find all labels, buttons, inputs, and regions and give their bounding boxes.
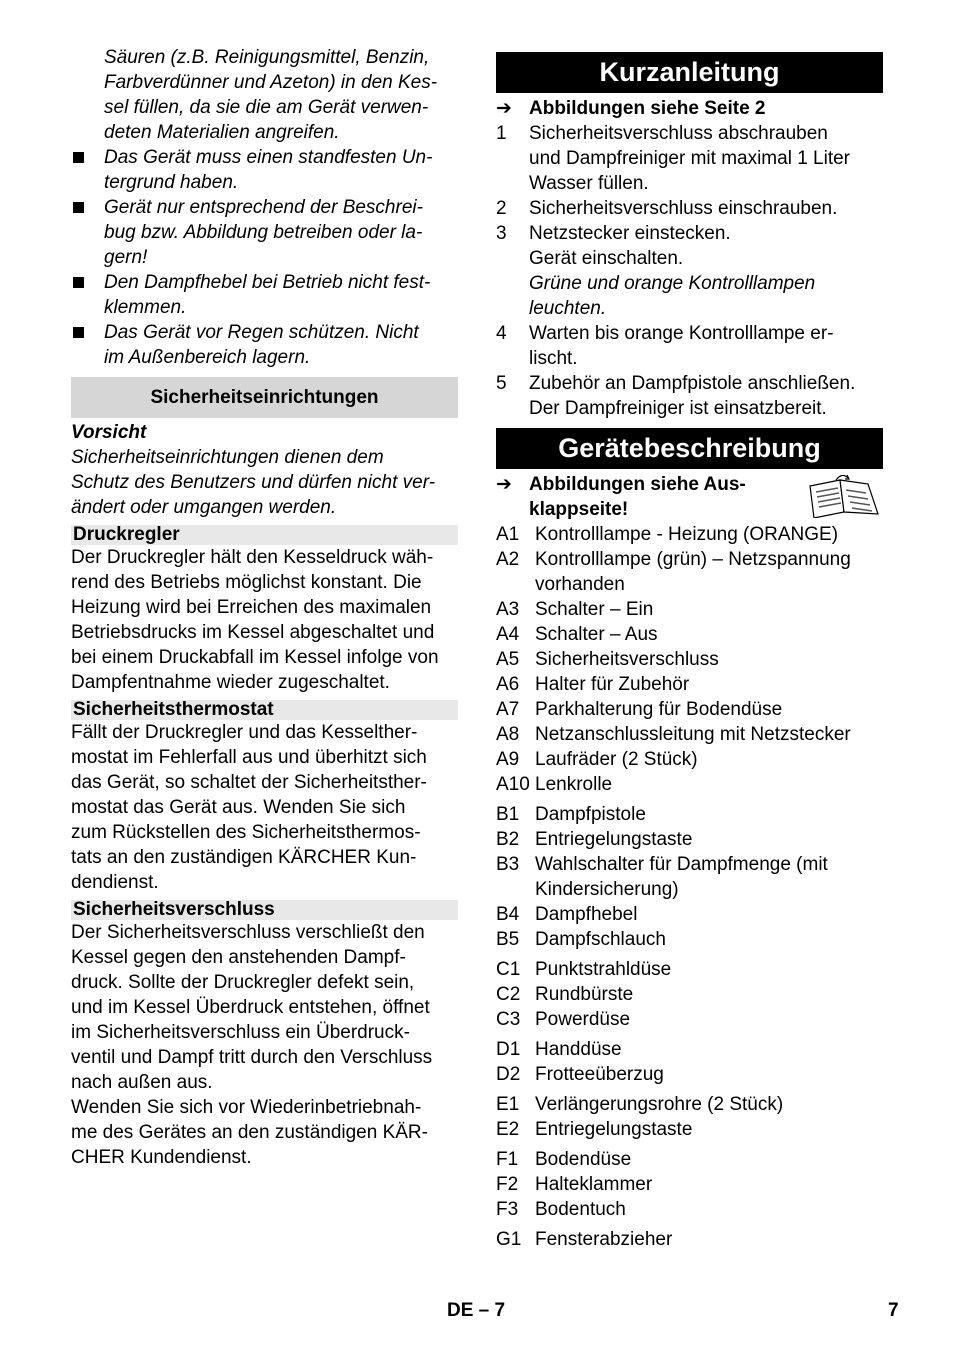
text-line: bei einem Druckabfall im Kessel infolge von xyxy=(71,647,439,668)
text-line: Kessel gegen den anstehenden Dampf- xyxy=(71,947,406,968)
legend-code: F2 xyxy=(496,1174,519,1195)
legend-text: Dampfhebel xyxy=(535,904,638,925)
legend-item xyxy=(496,802,883,827)
text-line: klappseite! xyxy=(529,499,629,520)
legend-group-f xyxy=(496,1147,883,1222)
legend-item xyxy=(496,1092,883,1117)
step-item xyxy=(496,321,883,371)
legend-code: A2 xyxy=(496,549,520,570)
device-description-heading: Gerätebeschreibung xyxy=(496,428,883,469)
text-line: Wenden Sie sich vor Wiederinbetriebnah- xyxy=(71,1097,422,1118)
legend-text: Fensterabzieher xyxy=(535,1229,673,1250)
text-line: Das Gerät vor Regen schützen. Nicht xyxy=(104,322,419,343)
page-number: 7 xyxy=(888,1300,899,1321)
pressure-regulator-paragraph xyxy=(71,545,458,695)
arrow-right-icon: ➔ xyxy=(496,98,512,119)
caution-label: Vorsicht xyxy=(71,422,147,443)
text-line: sel füllen, da sie die am Gerät verwen- xyxy=(104,97,429,118)
legend-code: C3 xyxy=(496,1009,521,1030)
safety-lock-paragraph xyxy=(71,920,458,1170)
legend-code: F1 xyxy=(496,1149,519,1170)
legend-item xyxy=(496,1197,883,1222)
legend-code: D1 xyxy=(496,1039,521,1060)
legend-text: Schalter – Aus xyxy=(535,624,658,645)
legend-code: B3 xyxy=(496,854,520,875)
text-line: Dampfentnahme wieder zugeschaltet. xyxy=(71,672,390,693)
legend-code: C1 xyxy=(496,959,521,980)
legend-group-b xyxy=(496,802,883,952)
text-line: lischt. xyxy=(529,348,578,369)
legend-text: Kontrolllampe - Heizung (ORANGE) xyxy=(535,524,839,545)
legend-text: Dampfpistole xyxy=(535,804,646,825)
legend-text: Dampfschlauch xyxy=(535,929,666,950)
text-line: deten Materialien angreifen. xyxy=(104,122,340,143)
safety-thermostat-paragraph xyxy=(71,720,458,895)
step-number: 5 xyxy=(496,373,507,394)
legend-item xyxy=(496,722,883,747)
legend-item xyxy=(496,1117,883,1142)
legend-code: A6 xyxy=(496,674,520,695)
legend-text: Bodentuch xyxy=(535,1199,626,1220)
legend-item xyxy=(496,927,883,952)
legend-code: A3 xyxy=(496,599,520,620)
legend-text: Punktstrahldüse xyxy=(535,959,672,980)
legend-group-a xyxy=(496,522,883,797)
legend-code: A7 xyxy=(496,699,520,720)
text-line: ändert oder umgangen werden. xyxy=(71,497,337,518)
legend-group-g xyxy=(496,1227,883,1252)
text-line: Der Druckregler hält den Kesseldruck wäh- xyxy=(71,547,434,568)
legend-code: B4 xyxy=(496,904,520,925)
legend-item xyxy=(496,597,883,622)
legend-item xyxy=(496,852,883,902)
step-item xyxy=(496,221,883,321)
text-line: Zubehör an Dampfpistole anschließen. xyxy=(529,373,856,394)
book-icon xyxy=(806,474,882,518)
text-line: Wasser füllen. xyxy=(529,173,649,194)
step-item xyxy=(496,371,883,421)
text-line: Betriebsdrucks im Kessel abgeschaltet und xyxy=(71,622,435,643)
bullet-square-icon xyxy=(73,152,84,163)
legend-item xyxy=(496,647,883,672)
bullet-item xyxy=(71,145,458,195)
legend-item xyxy=(496,982,883,1007)
caution-paragraph xyxy=(71,445,458,520)
text-line: druck. Sollte der Druckregler defekt sein, xyxy=(71,972,415,993)
text-line: Sicherheitseinrichtungen dienen dem xyxy=(71,447,384,468)
text-line: me des Gerätes an den zuständigen KÄR- xyxy=(71,1122,428,1143)
legend-item xyxy=(496,902,883,927)
legend-code: E1 xyxy=(496,1094,520,1115)
legend-code: A8 xyxy=(496,724,520,745)
safety-thermostat-heading: Sicherheitsthermostat xyxy=(71,700,458,720)
text-line: ventil und Dampf tritt durch den Verschluss xyxy=(71,1047,433,1068)
legend-text: Wahlschalter für Dampfmenge (mit xyxy=(535,854,828,875)
legend-item xyxy=(496,522,883,547)
legend-item xyxy=(496,1062,883,1087)
text-line: mostat im Fehlerfall aus und überhitzt sich xyxy=(71,747,427,768)
legend-code: B5 xyxy=(496,929,520,950)
text-line: Säuren (z.B. Reinigungsmittel, Benzin, xyxy=(104,47,430,68)
text-line: rend des Betriebs möglichst konstant. Die xyxy=(71,572,422,593)
text-line: gern! xyxy=(104,247,148,268)
left-column xyxy=(71,45,458,1170)
legend-code: A9 xyxy=(496,749,520,770)
intro-paragraph xyxy=(71,45,458,145)
reference-text: Abbildungen siehe Seite 2 xyxy=(529,98,766,119)
pressure-regulator-heading: Druckregler xyxy=(71,525,458,545)
legend-text: Entriegelungstaste xyxy=(535,1119,693,1140)
quick-guide-heading: Kurzanleitung xyxy=(496,52,883,93)
text-line: klemmen. xyxy=(104,297,187,318)
legend-text: Entriegelungstaste xyxy=(535,829,693,850)
arrow-right-icon: ➔ xyxy=(496,474,512,495)
legend-code: B2 xyxy=(496,829,520,850)
legend-group-d xyxy=(496,1037,883,1087)
legend-item xyxy=(496,547,883,597)
legend-text: Laufräder (2 Stück) xyxy=(535,749,698,770)
safety-devices-heading: Sicherheitseinrichtungen xyxy=(71,377,458,418)
text-line: Das Gerät muss einen standfesten Un- xyxy=(104,147,433,168)
legend-code: B1 xyxy=(496,804,520,825)
legend-text: Bodendüse xyxy=(535,1149,632,1170)
text-line: und im Kessel Überdruck entstehen, öffnet xyxy=(71,997,430,1018)
text-line: tats an den zuständigen KÄRCHER Kun- xyxy=(71,847,417,868)
safety-lock-heading: Sicherheitsverschluss xyxy=(71,900,458,920)
bullet-square-icon xyxy=(73,202,84,213)
text-line: Warten bis orange Kontrolllampe er- xyxy=(529,323,834,344)
legend-text: Powerdüse xyxy=(535,1009,631,1030)
text-line: CHER Kundendienst. xyxy=(71,1147,252,1168)
legend-item xyxy=(496,1172,883,1197)
step-number: 3 xyxy=(496,223,507,244)
text-line: Heizung wird bei Erreichen des maximalen xyxy=(71,597,432,618)
legend-code: D2 xyxy=(496,1064,521,1085)
text-line: nach außen aus. xyxy=(71,1072,213,1093)
bullet-square-icon xyxy=(73,277,84,288)
text-line: das Gerät, so schaltet der Sicherheitsther- xyxy=(71,772,427,793)
text-line: Gerät einschalten. xyxy=(529,248,684,269)
legend-item xyxy=(496,957,883,982)
legend-item xyxy=(496,827,883,852)
legend-code: G1 xyxy=(496,1229,522,1250)
text-line: und Dampfreiniger mit maximal 1 Liter xyxy=(529,148,851,169)
description-reference xyxy=(496,472,883,522)
legend-item xyxy=(496,772,883,797)
legend-item xyxy=(496,1037,883,1062)
legend-text: Verlängerungsrohre (2 Stück) xyxy=(535,1094,784,1115)
legend-item xyxy=(496,1147,883,1172)
legend-item xyxy=(496,672,883,697)
text-line: Sicherheitsverschluss abschrauben xyxy=(529,123,828,144)
legend-item xyxy=(496,622,883,647)
text-line: Gerät nur entsprechend der Beschrei- xyxy=(104,197,423,218)
legend-text: Netzanschlussleitung mit Netzstecker xyxy=(535,724,851,745)
legend-text: Parkhalterung für Bodendüse xyxy=(535,699,783,720)
legend-code: F3 xyxy=(496,1199,519,1220)
text-line: Sicherheitsverschluss einschrauben. xyxy=(529,198,838,219)
legend-text: Halteklammer xyxy=(535,1174,653,1195)
legend-item xyxy=(496,747,883,772)
text-line: im Außenbereich lagern. xyxy=(104,347,311,368)
text-line: zum Rückstellen des Sicherheitsthermos- xyxy=(71,822,421,843)
text-line: im Sicherheitsverschluss ein Überdruck- xyxy=(71,1022,410,1043)
legend-code: A1 xyxy=(496,524,520,545)
text-line: Grüne und orange Kontrolllampen xyxy=(529,273,816,294)
legend-code: A10 xyxy=(496,774,530,795)
legend-item xyxy=(496,1227,883,1252)
legend-code: E2 xyxy=(496,1119,520,1140)
text-line: Den Dampfhebel bei Betrieb nicht fest- xyxy=(104,272,431,293)
legend-text: vorhanden xyxy=(535,574,625,595)
step-number: 1 xyxy=(496,123,507,144)
text-line: Der Sicherheitsverschluss verschließt den xyxy=(71,922,425,943)
text-line: Abbildungen siehe Aus- xyxy=(529,474,746,495)
right-column xyxy=(496,52,883,1252)
legend-group-c xyxy=(496,957,883,1032)
legend-text: Kontrolllampe (grün) – Netzspannung xyxy=(535,549,851,570)
legend-item xyxy=(496,1007,883,1032)
bullet-item xyxy=(71,270,458,320)
legend-code: C2 xyxy=(496,984,521,1005)
bullet-square-icon xyxy=(73,327,84,338)
legend-text: Sicherheitsverschluss xyxy=(535,649,719,670)
text-line: dendienst. xyxy=(71,872,159,893)
legend-text: Kindersicherung) xyxy=(535,879,679,900)
text-line: mostat das Gerät aus. Wenden Sie sich xyxy=(71,797,406,818)
step-item xyxy=(496,121,883,196)
legend-text: Frotteeüberzug xyxy=(535,1064,664,1085)
page-label: DE – 7 xyxy=(447,1300,506,1321)
legend-code: A4 xyxy=(496,624,520,645)
text-line: Schutz des Benutzers und dürfen nicht ver- xyxy=(71,472,436,493)
legend-item xyxy=(496,697,883,722)
text-line: Netzstecker einstecken. xyxy=(529,223,731,244)
legend-text: Halter für Zubehör xyxy=(535,674,690,695)
step-item xyxy=(496,196,883,221)
text-line: Farbverdünner und Azeton) in den Kes- xyxy=(104,72,438,93)
legend-code: A5 xyxy=(496,649,520,670)
step-number: 4 xyxy=(496,323,507,344)
text-line: Fällt der Druckregler und das Kesselther- xyxy=(71,722,418,743)
legend-text: Handdüse xyxy=(535,1039,622,1060)
legend-text: Schalter – Ein xyxy=(535,599,654,620)
text-line: Der Dampfreiniger ist einsatzbereit. xyxy=(529,398,827,419)
text-line: bug bzw. Abbildung betreiben oder la- xyxy=(104,222,423,243)
text-line: tergrund haben. xyxy=(104,172,239,193)
legend-text: Lenkrolle xyxy=(535,774,613,795)
text-line: leuchten. xyxy=(529,298,607,319)
legend-group-e xyxy=(496,1092,883,1142)
step-number: 2 xyxy=(496,198,507,219)
bullet-item xyxy=(71,320,458,370)
bullet-item xyxy=(71,195,458,270)
legend-text: Rundbürste xyxy=(535,984,634,1005)
quick-guide-reference xyxy=(496,96,883,121)
